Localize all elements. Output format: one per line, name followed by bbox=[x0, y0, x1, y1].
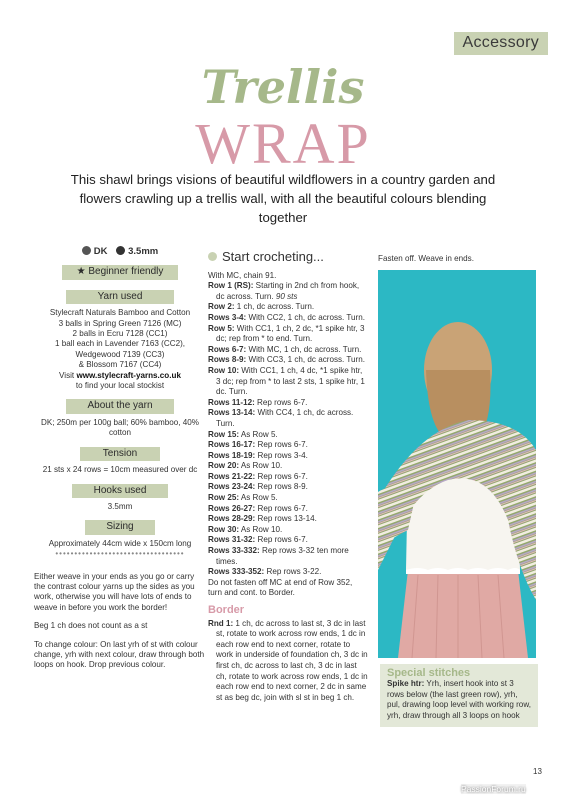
row-label: Rows 26-27: bbox=[208, 503, 256, 513]
spike-htr-label: Spike htr: bbox=[387, 679, 425, 689]
row-label: Row 15: bbox=[208, 429, 240, 439]
yarn-ball-icon bbox=[82, 246, 91, 255]
row-stitch-count: 90 sts bbox=[275, 291, 298, 301]
pattern-row bbox=[208, 482, 368, 493]
row-text: Rep rows 13-14. bbox=[255, 514, 317, 524]
pattern-row bbox=[208, 567, 368, 578]
dotted-divider: •••••••••••••••••••••••••••••••••• bbox=[55, 549, 185, 559]
model-photo bbox=[378, 270, 536, 658]
special-stitches-heading: Special stitches bbox=[387, 667, 471, 679]
finish-text: Fasten off. Weave in ends. bbox=[378, 254, 474, 263]
pattern-column bbox=[208, 249, 368, 703]
pattern-row bbox=[208, 302, 368, 313]
pattern-row bbox=[208, 504, 368, 515]
tension-text: 21 sts x 24 rows = 10cm measured over dc bbox=[42, 465, 198, 475]
pattern-heading-label: Start crocheting... bbox=[222, 249, 324, 264]
yarn-line: 2 balls in Ecru 7128 (CC1) bbox=[72, 329, 168, 339]
row-label: Rows 13-14: bbox=[208, 408, 256, 418]
shawl-illustration bbox=[378, 270, 536, 658]
row-text: Rep rows 3-32 ten more times. bbox=[216, 546, 349, 566]
pattern-row bbox=[208, 355, 368, 366]
border-round-text: 1 ch, dc across to last st, 3 dc in last st, rotate to work across row ends, 1 dc in each row end to next corner, rotate to work in underside of foundation ch, 3 dc in first ch, dc across to last ch, 3 dc in last ch, rotate to work across row ends, 1 dc in each row end to next corner, 2 dc in same st as beg dc, join with sl st in beg 1 ch. bbox=[216, 618, 368, 702]
row-label: Rows 28-29: bbox=[208, 514, 256, 524]
page-number: 13 bbox=[533, 767, 542, 776]
yarn-used-heading: Yarn used bbox=[66, 290, 174, 304]
pattern-row bbox=[208, 525, 368, 536]
pattern-row bbox=[208, 408, 368, 429]
pattern-row bbox=[208, 535, 368, 546]
level-badge bbox=[62, 265, 178, 279]
pattern-row bbox=[208, 472, 368, 483]
pattern-row bbox=[208, 546, 368, 567]
stockist-text: to find your local stockist bbox=[75, 381, 165, 391]
pattern-row bbox=[208, 461, 368, 472]
pattern-rows bbox=[208, 281, 368, 578]
info-column bbox=[34, 246, 206, 679]
pattern-row bbox=[208, 366, 368, 398]
border-round-label: Rnd 1: bbox=[208, 618, 234, 628]
note-paragraph: To change colour: On last yrh of st with colour change, yrh with next colour, draw through both loops on hook. Drop previous colour. bbox=[34, 639, 205, 670]
row-label: Rows 23-24: bbox=[208, 482, 256, 492]
pattern-row bbox=[208, 514, 368, 525]
row-label: Rows 33-332: bbox=[208, 546, 260, 556]
row-text: Rep rows 6-7. bbox=[255, 440, 308, 450]
special-stitches-box bbox=[380, 664, 538, 727]
pattern-intro: With MC, chain 91. bbox=[208, 270, 277, 280]
row-text: As Row 10. bbox=[239, 461, 283, 471]
about-yarn-text: DK; 250m per 100g ball; 60% bamboo, 40% cotton bbox=[41, 417, 199, 438]
intro-text: This shawl brings visions of beautiful wildflowers in a country garden and flowers crawling up a trellis wall, with all the beautiful colours blending together bbox=[70, 172, 496, 225]
pattern-row bbox=[208, 398, 368, 409]
row-label: Row 20: bbox=[208, 461, 240, 471]
note-paragraph: Either weave in your ends as you go or carry the contrast colour yarns up the sides as you work, otherwise you will have lots of ends to weave in before you work the border! bbox=[34, 571, 195, 612]
pattern-closing: Do not fasten off MC at end of Row 352, turn and cont. to Border. bbox=[208, 577, 353, 598]
row-text: Rep rows 6-7. bbox=[255, 471, 308, 481]
pattern-row bbox=[208, 313, 368, 324]
sizing-heading: Sizing bbox=[85, 520, 155, 534]
row-label: Row 10: bbox=[208, 365, 240, 375]
visit-prefix: Visit bbox=[59, 370, 77, 380]
row-text: 1 ch, dc across. Turn. bbox=[234, 302, 315, 312]
row-text: As Row 10. bbox=[239, 524, 283, 534]
title-main: WRAP bbox=[195, 111, 371, 176]
hooks-text: 3.5mm bbox=[107, 501, 133, 511]
row-label: Row 2: bbox=[208, 302, 235, 312]
row-label: Rows 8-9: bbox=[208, 355, 247, 365]
hook-icon bbox=[116, 246, 125, 255]
row-text: Rep rows 6-7. bbox=[254, 397, 308, 407]
watermark: PassionForum.ru bbox=[461, 784, 526, 794]
row-label: Row 5: bbox=[208, 323, 235, 333]
section-tab: Accessory bbox=[454, 32, 549, 55]
level-label: Beginner friendly bbox=[88, 266, 164, 278]
row-text: Rep rows 3-4. bbox=[255, 450, 308, 460]
row-text: Rep rows 6-7. bbox=[255, 535, 308, 545]
row-label: Rows 18-19: bbox=[208, 450, 256, 460]
row-text: With CC1, 1 ch, 2 dc, *1 spike htr, 3 dc; rep from * to end. Turn. bbox=[216, 323, 365, 344]
row-label: Rows 21-22: bbox=[208, 471, 256, 481]
yarn-line: 1 ball each in Lavender 7163 (CC2), bbox=[54, 339, 186, 349]
border-heading: Border bbox=[208, 604, 245, 616]
row-label: Row 30: bbox=[208, 524, 240, 534]
pattern-row bbox=[208, 281, 368, 302]
about-yarn-heading: About the yarn bbox=[66, 399, 174, 413]
row-label: Rows 333-352: bbox=[208, 567, 265, 577]
pattern-row bbox=[208, 345, 368, 356]
yarn-used-block bbox=[34, 308, 206, 391]
row-text: Rep rows 3-22. bbox=[264, 567, 322, 577]
row-text: Starting in 2nd ch from hook, dc across. Turn. bbox=[216, 281, 360, 301]
pattern-row bbox=[208, 440, 368, 451]
row-text: As Row 5. bbox=[239, 429, 278, 439]
row-text: With CC4, 1 ch, dc across. Turn. bbox=[216, 408, 354, 428]
row-label: Row 1 (RS): bbox=[208, 281, 254, 291]
row-text: With CC3, 1 ch, dc across. Turn. bbox=[246, 355, 365, 365]
row-text: With CC1, 1 ch, 4 dc, *1 spike htr, 3 dc; rep from * to last 2 sts, 1 spike htr, 1 dc. Turn. bbox=[216, 365, 365, 397]
row-label: Rows 6-7: bbox=[208, 344, 247, 354]
specs-row bbox=[34, 246, 206, 257]
yarn-weight: DK bbox=[93, 246, 108, 257]
row-text: With MC, 1 ch, dc across. Turn. bbox=[246, 344, 362, 354]
hooks-heading: Hooks used bbox=[72, 484, 168, 498]
row-label: Rows 16-17: bbox=[208, 440, 256, 450]
pattern-row bbox=[208, 430, 368, 441]
row-label: Rows 31-32: bbox=[208, 535, 256, 545]
bullet-icon bbox=[208, 252, 217, 261]
pattern-row bbox=[208, 451, 368, 462]
title-script: Trellis bbox=[201, 60, 365, 114]
sizing-text: Approximately 44cm wide x 150cm long bbox=[48, 538, 192, 548]
spike-htr-text: Yrh, insert hook into st 3 rows below (the last green row), yrh, pul, drawing loop level with working row, yrh, draw through all 3 loops on hook bbox=[387, 679, 531, 720]
row-text: Rep rows 6-7. bbox=[255, 503, 308, 513]
border-round bbox=[208, 619, 368, 704]
row-text: Rep rows 8-9. bbox=[255, 482, 308, 492]
star-icon: ★ bbox=[76, 266, 89, 278]
notes bbox=[34, 572, 206, 671]
pattern-heading bbox=[208, 249, 368, 264]
tension-heading: Tension bbox=[80, 447, 160, 461]
yarn-line: Stylecraft Naturals Bamboo and Cotton bbox=[49, 308, 191, 318]
row-text: With CC2, 1 ch, dc across. Turn. bbox=[246, 312, 365, 322]
yarn-line: Wedgewood 7139 (CC3) bbox=[75, 349, 165, 359]
note-paragraph: Beg 1 ch does not count as a st bbox=[34, 621, 148, 631]
stylecraft-link[interactable]: www.stylecraft-yarns.co.uk bbox=[76, 370, 181, 380]
yarn-line: & Blossom 7167 (CC4) bbox=[78, 360, 162, 370]
pattern-row bbox=[208, 493, 368, 504]
hook-size: 3.5mm bbox=[128, 246, 159, 257]
row-text: As Row 5. bbox=[239, 493, 278, 503]
row-label: Rows 11-12: bbox=[208, 397, 255, 407]
row-label: Rows 3-4: bbox=[208, 312, 247, 322]
yarn-line: 3 balls in Spring Green 7126 (MC) bbox=[58, 318, 182, 328]
row-label: Row 25: bbox=[208, 493, 240, 503]
pattern-row bbox=[208, 324, 368, 345]
